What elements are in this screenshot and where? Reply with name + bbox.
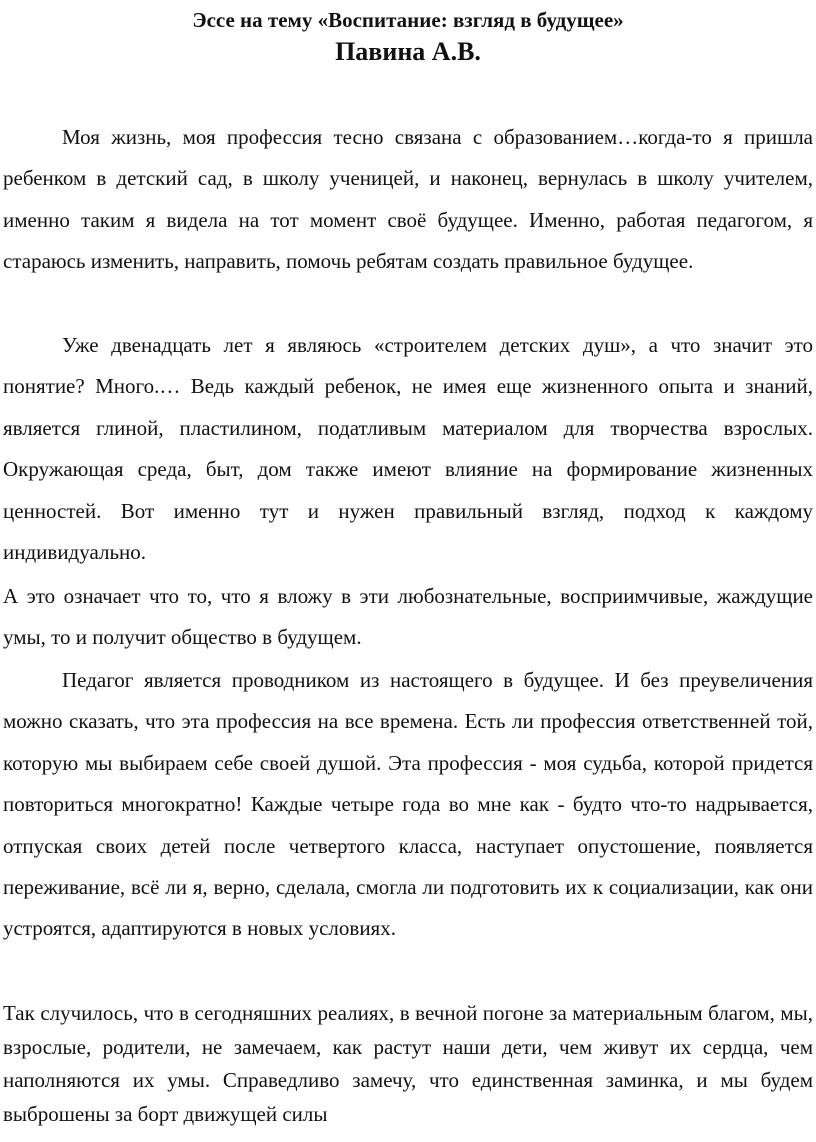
paragraph-2: Уже двенадцать лет я являюсь «строителем детских душ», а что значит это понятие? Много.… Ведь каждый ребенок, не имея еще жизненного опыта и знаний, является глиной, пластилином, податливым материалом для творчества взрослых. Окружающая среда, быт, дом также имеют влияние на формирование жизненных ценностей. Вот именно тут и нужен правильный взгляд, подход к каждому индивидуально. bbox=[3, 333, 813, 565]
paragraph-3: А это означает что то, что я вложу в эти любознательные, восприимчивые, жаждущие умы, то и получит общество в будущем. bbox=[3, 584, 813, 650]
author-name: Павина А.В. bbox=[335, 37, 481, 66]
essay-title: Эссе на тему «Воспитание: взгляд в будущее» bbox=[192, 8, 624, 32]
paragraph-4: Педагог является проводником из настоящего в будущее. И без преувеличения можно сказать, что эта профессия на все времена. Есть ли профессия ответственней той, которую мы выбираем себе своей душой. Эта профессия - моя судьба, которой придется повториться многократно! Каждые четыре года во мне как - будто что-то надрывается, отпуская своих детей после четвертого класса, наступает опустошение, появляется переживание, всё ли я, верно, сделала, смогла ли подготовить их к социализации, как они устроятся, адаптируются в новых условиях. bbox=[3, 668, 813, 941]
paragraph-5: Так случилось, что в сегодняшних реалиях, в вечной погоне за материальным благом, мы, взрослые, родители, не замечаем, как растут наши дети, чем живут их сердца, чем наполняются их умы. Справедливо замечу, что единственная заминка, и мы будем выброшены за борт движущей силы bbox=[3, 1001, 813, 1126]
paragraph-1: Моя жизнь, моя профессия тесно связана с образованием…когда-то я пришла ребенком в детский сад, в школу ученицей, и наконец, вернулась в школу учителем, именно таким я видела на тот момент своё будущее. Именно, работая педагогом, я стараюсь изменить, направить, помочь ребятам создать правильное будущее. bbox=[3, 125, 813, 274]
